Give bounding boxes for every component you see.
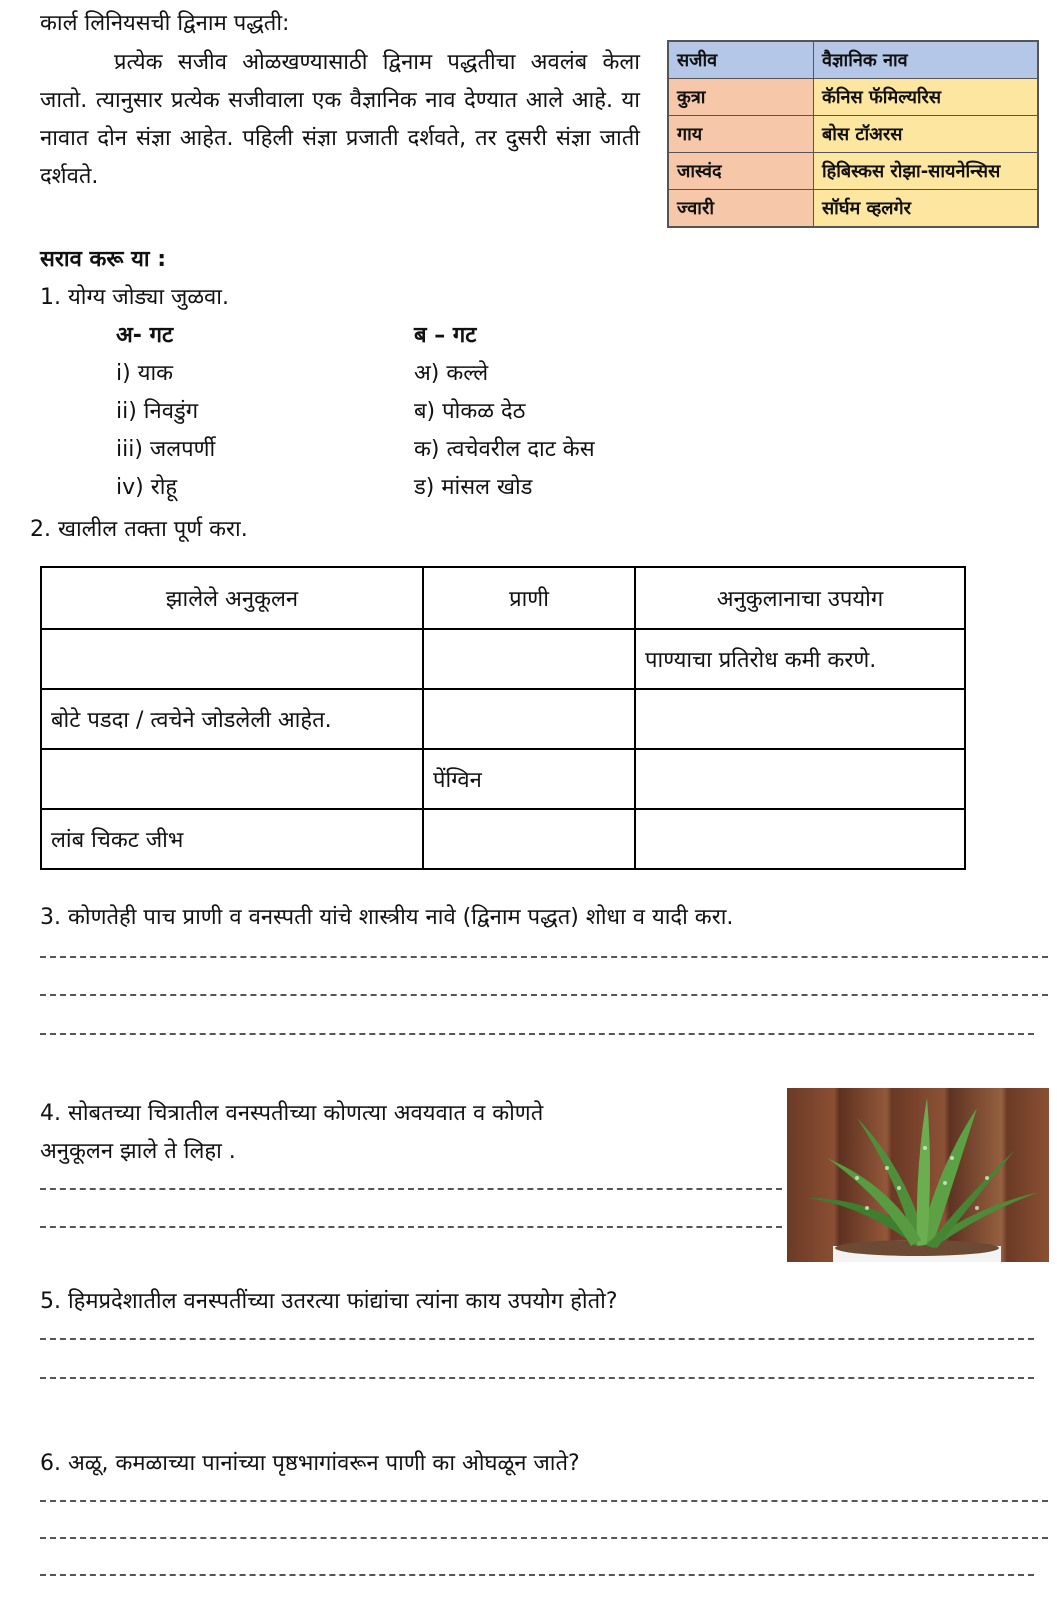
table-cell[interactable] xyxy=(41,749,423,809)
group-b-item: ब) पोकळ देठ xyxy=(414,399,526,424)
scientific-name-cell: बोस टॉअरस xyxy=(814,116,1039,153)
group-a-item: i) याक xyxy=(116,361,174,386)
table-header-cell: वैज्ञानिक नाव xyxy=(814,41,1039,79)
aloe-vera-plant-photo xyxy=(787,1088,1049,1262)
question-6: 6. अळू, कमळाच्या पानांच्या पृष्ठभागांवरून पाणी का ओघळून जाते? xyxy=(40,1451,580,1476)
scientific-name-cell: सॉर्घम व्हलगेर xyxy=(814,190,1039,228)
question-1: 1. योग्य जोड्या जुळवा. xyxy=(40,285,229,310)
scientific-name-cell: कॅनिस फॅमिल्यरिस xyxy=(814,79,1039,116)
answer-line[interactable] xyxy=(40,994,1048,996)
organism-cell: गाय xyxy=(668,116,814,153)
table-cell[interactable] xyxy=(635,689,965,749)
table-cell[interactable] xyxy=(635,749,965,809)
scientific-names-table xyxy=(667,40,1039,228)
answer-line[interactable] xyxy=(40,1188,782,1190)
organism-cell: ज्वारी xyxy=(668,190,814,228)
group-b-title: ब – गट xyxy=(414,323,477,348)
table-cell[interactable]: लांब चिकट जीभ xyxy=(41,809,423,869)
group-b-item: अ) कल्ले xyxy=(414,361,489,386)
section-heading: कार्ल लिनियसची द्विनाम पद्धती: xyxy=(40,11,290,36)
group-a-title: अ- गट xyxy=(116,323,174,348)
question-5: 5. हिमप्रदेशातील वनस्पतींच्या उतरत्या फांद्यांचा त्यांना काय उपयोग होतो? xyxy=(40,1289,618,1314)
group-a-item: iv) रोहू xyxy=(116,475,178,500)
table-cell[interactable]: बोटे पडदा / त्वचेने जोडलेली आहेत. xyxy=(41,689,423,749)
table-cell[interactable] xyxy=(423,689,635,749)
table-cell[interactable] xyxy=(423,809,635,869)
question-2: 2. खालील तक्ता पूर्ण करा. xyxy=(30,517,248,542)
group-b-item: क) त्वचेवरील दाट केस xyxy=(414,437,595,462)
answer-line[interactable] xyxy=(40,1338,1034,1340)
table-header-cell: सजीव xyxy=(668,41,814,79)
table-cell[interactable] xyxy=(635,809,965,869)
group-a-item: ii) निवडुंग xyxy=(116,399,199,424)
question-4-line-1: 4. सोबतच्या चित्रातील वनस्पतीच्या कोणत्या अवयवात व कोणते xyxy=(40,1101,544,1126)
group-b-item: ड) मांसल खोड xyxy=(414,475,533,500)
answer-line[interactable] xyxy=(40,1537,1048,1539)
organism-cell: जास्वंद xyxy=(668,153,814,190)
table-cell[interactable] xyxy=(423,629,635,689)
adaptation-table xyxy=(40,566,966,870)
answer-line[interactable] xyxy=(40,1226,782,1228)
group-a-item: iii) जलपर्णी xyxy=(116,437,216,462)
table-cell[interactable]: पेंग्विन xyxy=(423,749,635,809)
answer-line[interactable] xyxy=(40,1033,1034,1035)
scientific-name-cell: हिबिस्कस रोझा-सायनेन्सिस xyxy=(814,153,1039,190)
intro-paragraph: प्रत्येक सजीव ओळखण्यासाठी द्विनाम पद्धतीचा अवलंब केला जातो. त्यानुसार प्रत्येक सजीवाला एक वैज्ञानिक नाव देण्यात आले आहे. या नावात दोन संज्ञा आहेत. पहिली संज्ञा प्रजाती दर्शवते, तर दुसरी संज्ञा जाती दर्शवते. xyxy=(40,50,640,189)
practice-title: सराव करू या : xyxy=(40,247,167,272)
organism-cell: कुत्रा xyxy=(668,79,814,116)
table-header-cell: अनुकुलानाचा उपयोग xyxy=(635,567,965,629)
table-cell[interactable] xyxy=(41,629,423,689)
aloe-vera-icon xyxy=(787,1088,1049,1262)
table-cell[interactable]: पाण्याचा प्रतिरोध कमी करणे. xyxy=(635,629,965,689)
answer-line[interactable] xyxy=(40,1500,1048,1502)
table-header-cell: प्राणी xyxy=(423,567,635,629)
table-header-cell: झालेले अनुकूलन xyxy=(41,567,423,629)
question-4-line-2: अनुकूलन झाले ते लिहा . xyxy=(40,1139,236,1164)
answer-line[interactable] xyxy=(40,956,1048,958)
answer-line[interactable] xyxy=(40,1574,1034,1576)
question-3: 3. कोणतेही पाच प्राणी व वनस्पती यांचे शास्त्रीय नावे (द्विनाम पद्धत) शोधा व यादी करा. xyxy=(40,905,734,930)
answer-line[interactable] xyxy=(40,1377,1034,1379)
